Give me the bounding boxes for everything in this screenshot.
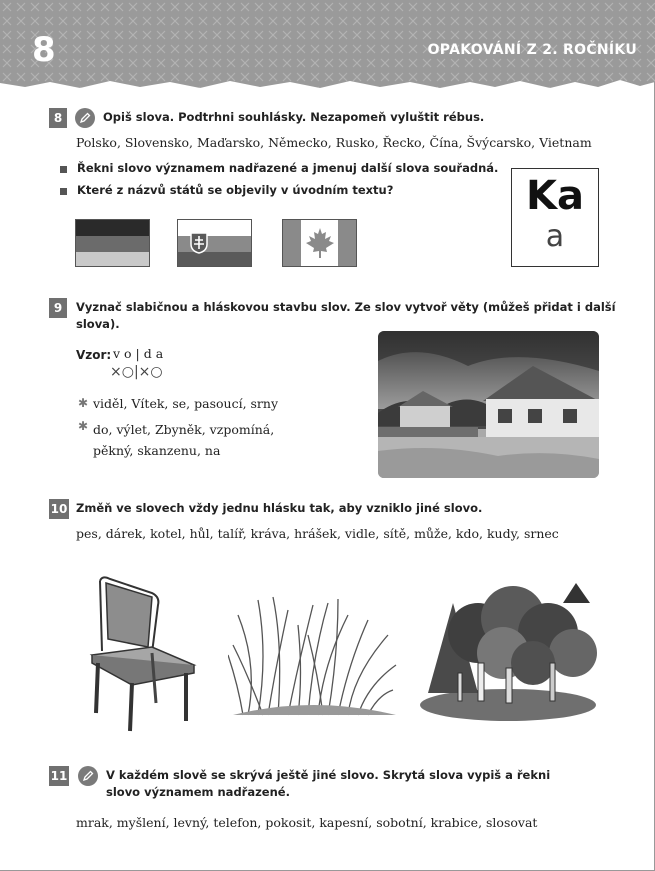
rebus-big-text: Ka [526,173,584,219]
pencil-icon [78,766,98,786]
task-10-instruction: Změň ve slovech vždy jednu hlásku tak, aby vzniklo jiné slovo. [76,501,483,515]
asterisk-icon: ✱ [78,396,89,410]
maple-leaf-icon [305,227,335,259]
rebus-small-text: a [545,219,565,254]
task-8-number: 8 [49,108,67,128]
task-11-instruction: V každém slově se skrývá ještě jiné slovo. Skrytá slova vypiš a řekni slovo významem nadřazené. [106,768,551,799]
chapter-title: OPAKOVÁNÍ Z 2. ROČNÍKU [427,42,637,58]
canada-flag [282,219,357,267]
page-header [0,0,655,100]
task-8-bullet-2: Které z názvů států se objevily v úvodním textu? [77,183,394,197]
pencil-icon [75,108,95,128]
forest-illustration [418,573,600,723]
task-11-words: mrak, myšlení, levný, telefon, pokosit, kapesní, sobotní, krabice, slosovat [76,815,538,830]
example-label: Vzor: [76,348,112,362]
task-9-words-2: do, výlet, Zbyněk, vzpomíná, pěkný, skanzenu, na [93,422,275,458]
example-word: v o | d a [113,346,164,361]
task-8-bullet-1: Řekni slovo významem nadřazené a jmenuj další slova souřadná. [77,161,499,175]
asterisk-icon: ✱ [78,419,89,433]
rebus-box [511,168,599,267]
chair-illustration [82,573,207,735]
task-8-words: Polsko, Slovensko, Maďarsko, Německo, Rusko, Řecko, Čína, Švýcarsko, Vietnam [76,135,592,150]
bullet-icon [60,166,67,173]
slovakia-flag [177,219,252,267]
task-9-number: 9 [49,298,67,318]
task-10-words: pes, dárek, kotel, hůl, talíř, kráva, hrášek, vidle, sítě, může, kdo, kudy, srnec [76,526,559,541]
bullet-icon [60,188,67,195]
task-9-instruction: Vyznač slabičnou a hláskovou stavbu slov. Ze slov vytvoř věty (můžeš přidat i další slova). [76,300,616,331]
page-number: 8 [32,30,56,70]
grass-illustration [228,595,400,720]
task-9-words-1: viděl, Vítek, se, pasoucí, srny [93,396,279,411]
example-pattern: ×○|×○ [110,364,163,380]
task-11-number: 11 [49,766,69,786]
village-houses-photo [378,331,599,478]
task-10-number: 10 [49,499,69,519]
germany-flag [75,219,150,267]
task-8-instruction: Opiš slova. Podtrhni souhlásky. Nezapomeň vyluštit rébus. [103,110,485,124]
